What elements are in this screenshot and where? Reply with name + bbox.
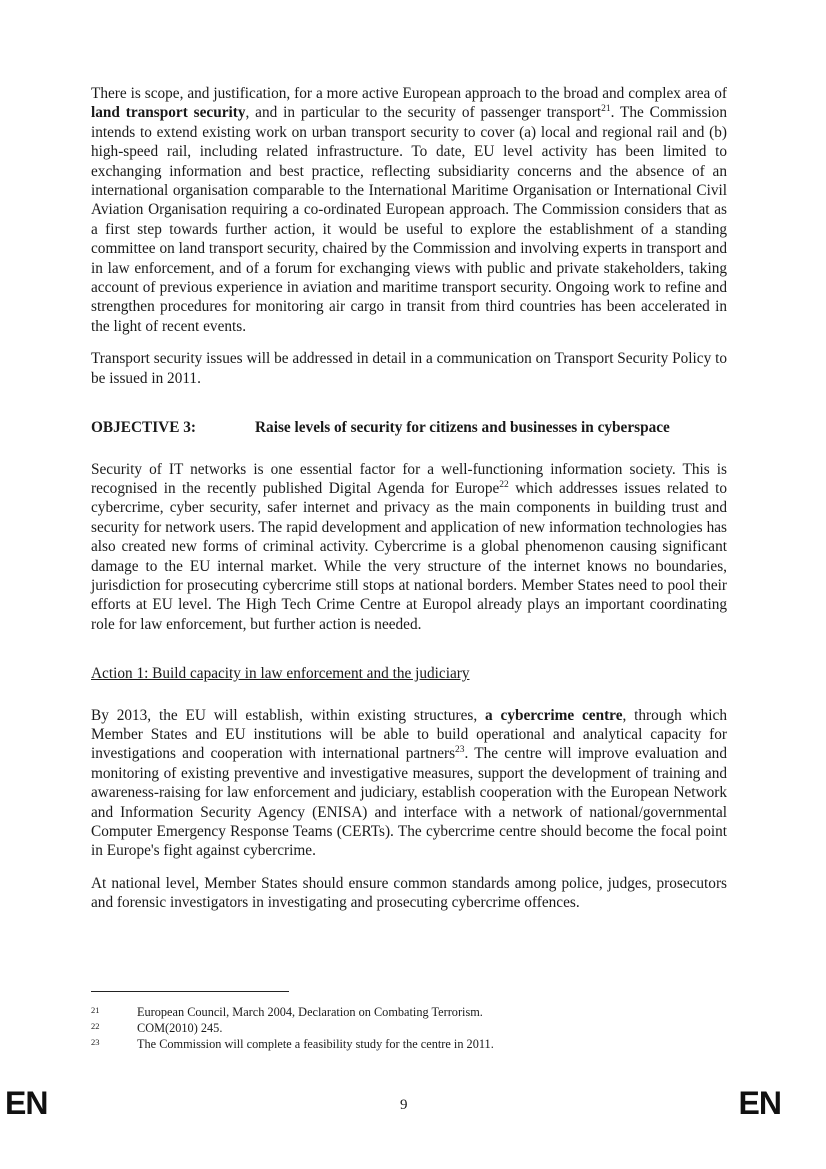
footnote-text: The Commission will complete a feasibility study for the centre in 2011.: [137, 1037, 494, 1052]
text-run: Security of IT networks is one essential factor for a well-functioning information society. This is recognised in the recently published Digital Agenda for Europe: [91, 460, 727, 497]
objective-title: Raise levels of security for citizens and businesses in cyberspace: [255, 419, 670, 437]
footnote-item: [91, 1036, 727, 1052]
footnotes: [91, 1004, 727, 1053]
paragraph-land-transport: [91, 84, 727, 336]
footnote-number: 23: [91, 1037, 100, 1048]
objective-label: OBJECTIVE 3:: [91, 419, 196, 437]
footnote-number: 22: [91, 1021, 100, 1032]
text-run: There is scope, and justification, for a more active European approach to the broad and complex area of: [91, 85, 727, 102]
paragraph-transport-policy: Transport security issues will be addressed in detail in a communication on Transport Security Policy to be issued in 2011.: [91, 350, 727, 387]
language-mark-right: EN: [738, 1085, 781, 1121]
document-body: [91, 84, 727, 913]
text-run: . The Commission intends to extend existing work on urban transport security to cover (a) local and regional rail and (b) high-speed rail, including related infrastructure. To date, EU level activity has been limited to exchanging information and best practice, reflecting subsidiarity concerns and the absence of an international organisation comparable to the International Maritime Organisation or International Civil Aviation Organisation requiring a co-ordinated European approach. The Commission considers that as a first step towards further action, it would be useful to explore the establishment of a standing committee on land transport security, chaired by the Commission and involving experts in transport and in law enforcement, and of a forum for exchanging views with public and private stakeholders, taking account of previous experience in aviation and maritime transport security. Ongoing work to refine and strengthen procedures for monitoring air cargo in transit from third countries has been accelerated in the light of recent events.: [91, 104, 727, 335]
page-number: 9: [400, 1097, 408, 1113]
text-run: , through which Member States and EU institutions will be able to build operational and analytical capacity for investigations and cooperation with international partners: [91, 706, 727, 763]
footnote-ref: 21: [601, 104, 611, 115]
text-run: . The centre will improve evaluation and monitoring of existing preventive and investigative measures, support the development of training and awareness-raising for law enforcement and judiciary, establish cooperation with the European Network and Information Security Agency (ENISA) and interface with a network of national/governmental Computer Emergency Response Teams (CERTs). The cybercrime centre should become the focal point in Europe's fight against cybercrime.: [91, 745, 727, 860]
bold-term: a cybercrime centre: [485, 706, 623, 724]
footnote-item: [91, 1004, 727, 1020]
paragraph-national-level: At national level, Member States should ensure common standards among police, judges, prosecutors and forensic investigators in investigating and prosecuting cybercrime offences.: [91, 874, 727, 912]
footnote-separator: [91, 991, 289, 992]
objective-heading: [91, 418, 727, 437]
text-run: By 2013, the EU will establish, within existing structures,: [91, 706, 486, 724]
bold-term: land transport security: [91, 104, 246, 122]
footnote-ref: 23: [455, 745, 465, 756]
paragraph-cybercrime-centre: [91, 706, 727, 861]
footnote-text: COM(2010) 245.: [137, 1021, 223, 1036]
text-run: , and in particular to the security of passenger transport: [245, 104, 602, 122]
paragraph-cyber-security: [91, 460, 727, 635]
footnote-ref: 22: [499, 479, 509, 490]
footnote-item: [91, 1020, 727, 1036]
action-heading: Action 1: Build capacity in law enforcement and the judiciary: [91, 665, 470, 683]
language-mark-left: EN: [5, 1085, 48, 1121]
footnote-number: 21: [91, 1005, 100, 1015]
footnote-text: European Council, March 2004, Declaration on Combating Terrorism.: [137, 1005, 483, 1019]
text-run: which addresses issues related to cybercrime, cyber security, safer internet and privacy as the main components in building trust and security for network users. The rapid development and application of new information technologies has also created new forms of criminal activity. Cybercrime is a global phenomenon causing significant damage to the EU internal market. While the very structure of the internet knows no boundaries, jurisdiction for prosecuting cybercrime still stops at national borders. Member States need to pool their efforts at EU level. The High Tech Crime Centre at Europol already plays an important coordinating role for law enforcement, but further action is needed.: [91, 479, 728, 633]
